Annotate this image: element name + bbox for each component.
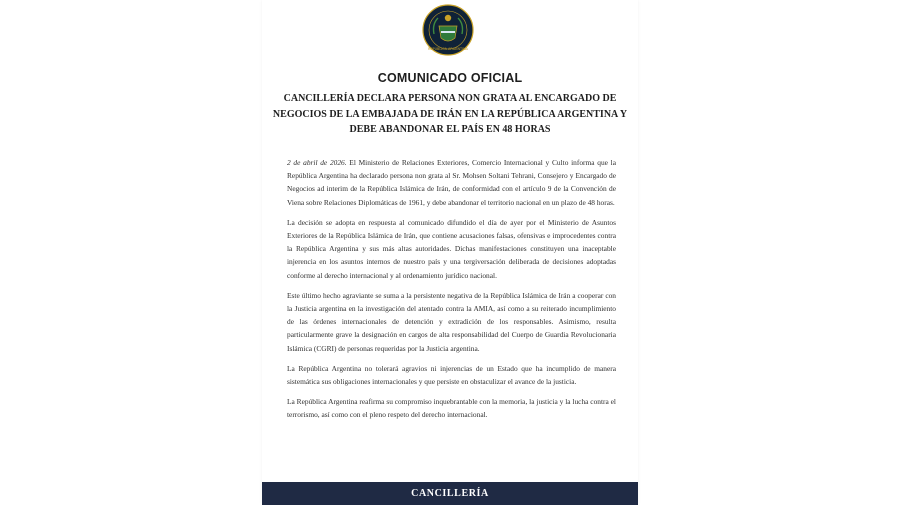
page-title: COMUNICADO OFICIAL <box>377 71 523 85</box>
paragraph-1 <box>287 156 616 209</box>
seal-text: REPÚBLICA ARGENTINA <box>428 47 468 51</box>
headline: CANCILLERÍA DECLARA PERSONA NON GRATA AL ENCARGADO DE NEGOCIOS DE LA EMBAJADA DE IRÁN EN LA REPÚBLICA ARGENTINA Y DEBE ABANDONAR EL PAÍS EN 48 HORAS <box>272 93 628 135</box>
paragraph-4: La República Argentina no tolerará agravios ni injerencias de un Estado que ha incumplido de manera sistemática sus obligaciones internacionales y que persiste en obstaculizar el avance de la justicia. <box>287 363 616 387</box>
paragraph-3: Este último hecho agraviante se suma a la persistente negativa de la República Islámica de Irán a cooperar con la Justicia argentina en la investigación del atentado contra la AMIA, así como a su reiterado incumplimiento de las órdenes internacionales de detención y extradición de los responsables. Asimismo, resulta particularmente grave la designación en cargos de alta responsabilidad del Cuerpo de Guardia Revolucionaria Islámica (CGRI) de personas requeridas por la Justicia argentina. <box>287 290 616 353</box>
paragraph-1-text: El Ministerio de Relaciones Exteriores, Comercio Internacional y Culto informa que la República Argentina ha declarado persona non grata al Sr. Mohsen Soltani Tehrani, Consejero y Encargado de Negocios ad interim de la República Islámica de Irán, de conformidad con el artículo 9 de la Convención de Viena sobre Relaciones Diplomáticas de 1961, y debe abandonar el territorio nacional en un plazo de 48 horas. <box>287 158 616 207</box>
footer-label: CANCILLERÍA <box>411 488 489 499</box>
paragraph-5: La República Argentina reafirma su compromiso inquebrantable con la memoria, la justicia y la lucha contra el terrorismo, así como con el pleno respeto del derecho internacional. <box>287 397 616 420</box>
date-text: 2 de abril de 2026. <box>287 158 347 167</box>
coat-of-arms-icon <box>422 4 474 56</box>
body-text <box>287 156 616 429</box>
paragraph-2: La decisión se adopta en respuesta al comunicado difundido el día de ayer por el Ministerio de Asuntos Exteriores de la República Islámica de Irán, que contiene acusaciones falsas, ofensivas e improcedentes contra la República Argentina y sus más altas autoridades. Dichas manifestaciones constituyen una inaceptable injerencia en los asuntos internos de nuestro país y una tergiversación deliberada de decisiones adoptadas conforme al derecho internacional y al ordenamiento jurídico nacional. <box>287 217 616 280</box>
